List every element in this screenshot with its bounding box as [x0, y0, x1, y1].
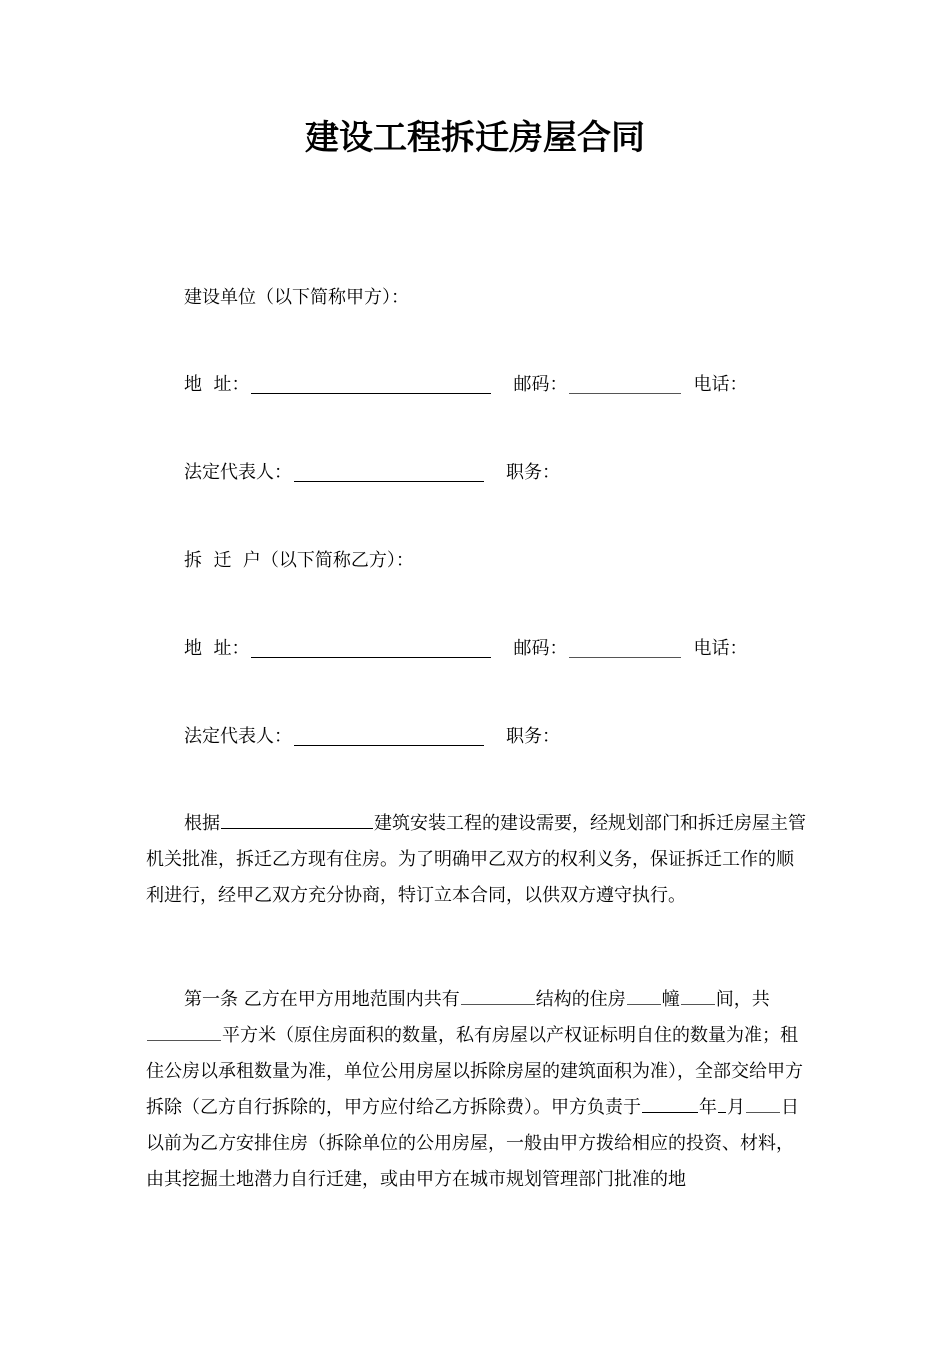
party-a-rep-blank[interactable]	[294, 461, 484, 482]
party-b-address-blank[interactable]	[251, 637, 491, 658]
article-1-text-5: 平方米（原住房面积的数量，私有房屋以产权证标明自住的数量为准；租住公房以承租数量为准，单位公用房屋以拆除房屋的建筑面积为准），全部交给甲方拆除（乙方自行拆除的，甲方应付给乙方拆除费）。甲方负责于	[146, 1025, 803, 1118]
party-b-phone-label: 电话：	[693, 638, 748, 659]
article-1-text-1: 第一条 乙方在甲方用地范围内共有	[184, 989, 460, 1010]
party-b-rep-label: 法定代表人：	[184, 726, 292, 747]
contract-title: 建设工程拆迁房屋合同	[305, 118, 645, 158]
party-b-address-row	[184, 636, 747, 662]
party-a-postcode-label: 邮码：	[513, 374, 568, 395]
project-name-blank[interactable]	[221, 806, 373, 829]
article-1-text-2: 结构的住房	[535, 989, 626, 1010]
party-a-rep-label: 法定代表人：	[184, 462, 292, 483]
room-count-blank[interactable]	[681, 982, 715, 1005]
article-1-text-8: 日以前为乙方安排住房（拆除单位的公用房屋，一般由甲方拨给相应的投资、材料，由其挖掘土地潜力自行迁建，或由甲方在城市规划管理部门批准的地	[146, 1097, 799, 1190]
party-b-address-label: 地 址：	[184, 638, 250, 659]
party-a-address-row	[184, 372, 747, 398]
year-blank[interactable]	[642, 1090, 698, 1113]
party-a-position-label: 职务：	[506, 462, 560, 483]
structure-blank[interactable]	[461, 982, 535, 1005]
article-1-text-7: 月	[727, 1097, 745, 1118]
party-a-postcode-blank[interactable]	[569, 373, 681, 394]
preamble-paragraph	[146, 806, 808, 914]
party-b-position-label: 职务：	[506, 726, 560, 747]
party-a-phone-label: 电话：	[693, 374, 748, 395]
party-b-rep-row	[184, 724, 560, 750]
year-trail-blank[interactable]	[718, 1090, 726, 1113]
party-b-heading-text: 拆 迁 户（以下简称乙方）：	[184, 550, 414, 571]
preamble-text-2: 建筑安装工程的建设需要，经规划部门和拆迁房屋主管机关批准，拆迁乙方现有住房。为了明确甲乙双方的权利义务，保证拆迁工作的顺利进行，经甲乙双方充分协商，特订立本合同，以供双方遵守执行。	[146, 813, 806, 906]
article-1-text-4: 间，共	[715, 989, 770, 1010]
party-b-heading	[184, 548, 414, 574]
day-blank[interactable]	[746, 1090, 780, 1113]
article-1-text-6: 年	[699, 1097, 717, 1118]
party-b-postcode-label: 邮码：	[513, 638, 568, 659]
area-blank[interactable]	[147, 1018, 221, 1041]
party-a-rep-row	[184, 460, 560, 486]
party-a-heading-text: 建设单位（以下简称甲方）：	[184, 287, 409, 308]
article-1-paragraph	[146, 982, 808, 1198]
party-a-heading	[184, 285, 409, 311]
article-1-text-3: 幢	[661, 989, 680, 1010]
party-a-address-label: 地 址：	[184, 374, 250, 395]
party-a-address-blank[interactable]	[251, 373, 491, 394]
preamble-text-1: 根据	[184, 813, 220, 834]
party-b-rep-blank[interactable]	[294, 725, 484, 746]
party-b-postcode-blank[interactable]	[569, 637, 681, 658]
building-count-blank[interactable]	[627, 982, 661, 1005]
